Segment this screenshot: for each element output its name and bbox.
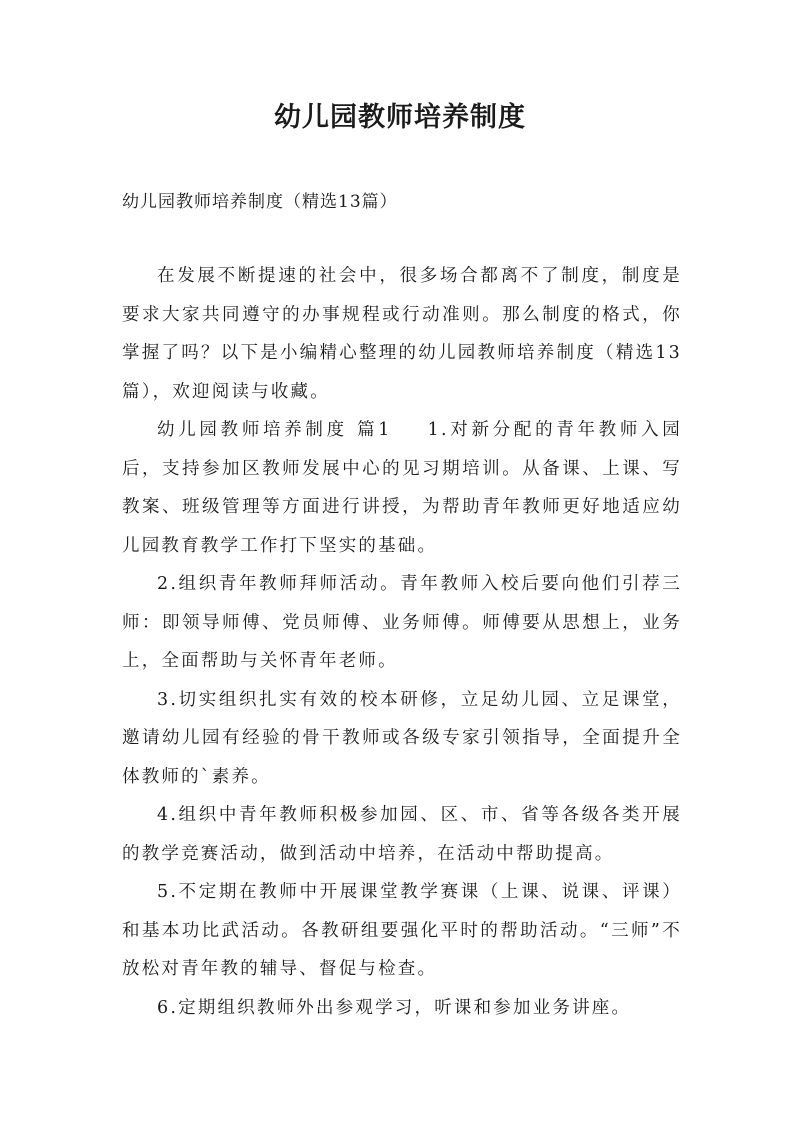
item-paragraph-5: 5.不定期在教师中开展课堂教学赛课（上课、说课、评课）和基本功比武活动。各教研组要强化平时的帮助活动。“三师”不放松对青年教的辅导、督促与检查。 bbox=[122, 882, 682, 979]
item-paragraph-6: 6.定期组织教师外出参观学习，听课和参加业务讲座。 bbox=[157, 997, 632, 1018]
intro-paragraph: 在发展不断提速的社会中，很多场合都离不了制度，制度是要求大家共同遵守的办事规程或行动准则。那么制度的格式，你掌握了吗？以下是小编精心整理的幼儿园教师培养制度（精选13篇），欢迎阅读与收藏。 bbox=[122, 266, 682, 402]
document-subtitle: 幼儿园教师培养制度（精选13篇） bbox=[122, 192, 398, 212]
document-body bbox=[122, 257, 682, 1027]
item-paragraph-4: 4.组织中青年教师积极参加园、区、市、省等各级各类开展的教学竞赛活动，做到活动中培养，在活动中帮助提高。 bbox=[122, 805, 682, 864]
item-paragraph-1 bbox=[122, 411, 682, 565]
page-title: 幼儿园教师培养制度 bbox=[274, 102, 526, 133]
item-text-1: 1.对新分配的青年教师入园后，支持参加区教师发展中心的见习期培训。从备课、上课、写教案、班级管理等方面进行讲授，为帮助青年教师更好地适应幼儿园教育教学工作打下坚实的基础。 bbox=[122, 420, 682, 556]
item-paragraph-2: 2.组织青年教师拜师活动。青年教师入校后要向他们引荐三师：即领导师傅、党员师傅、业务师傅。师傅要从思想上，业务上，全面帮助与关怀青年老师。 bbox=[122, 574, 682, 671]
item-paragraph-3: 3.切实组织扎实有效的校本研修，立足幼儿园、立足课堂，邀请幼儿园有经验的骨干教师或各级专家引领指导，全面提升全体教师的`素养。 bbox=[122, 689, 682, 787]
section-heading: 幼儿园教师培养制度 篇1 bbox=[157, 420, 392, 440]
